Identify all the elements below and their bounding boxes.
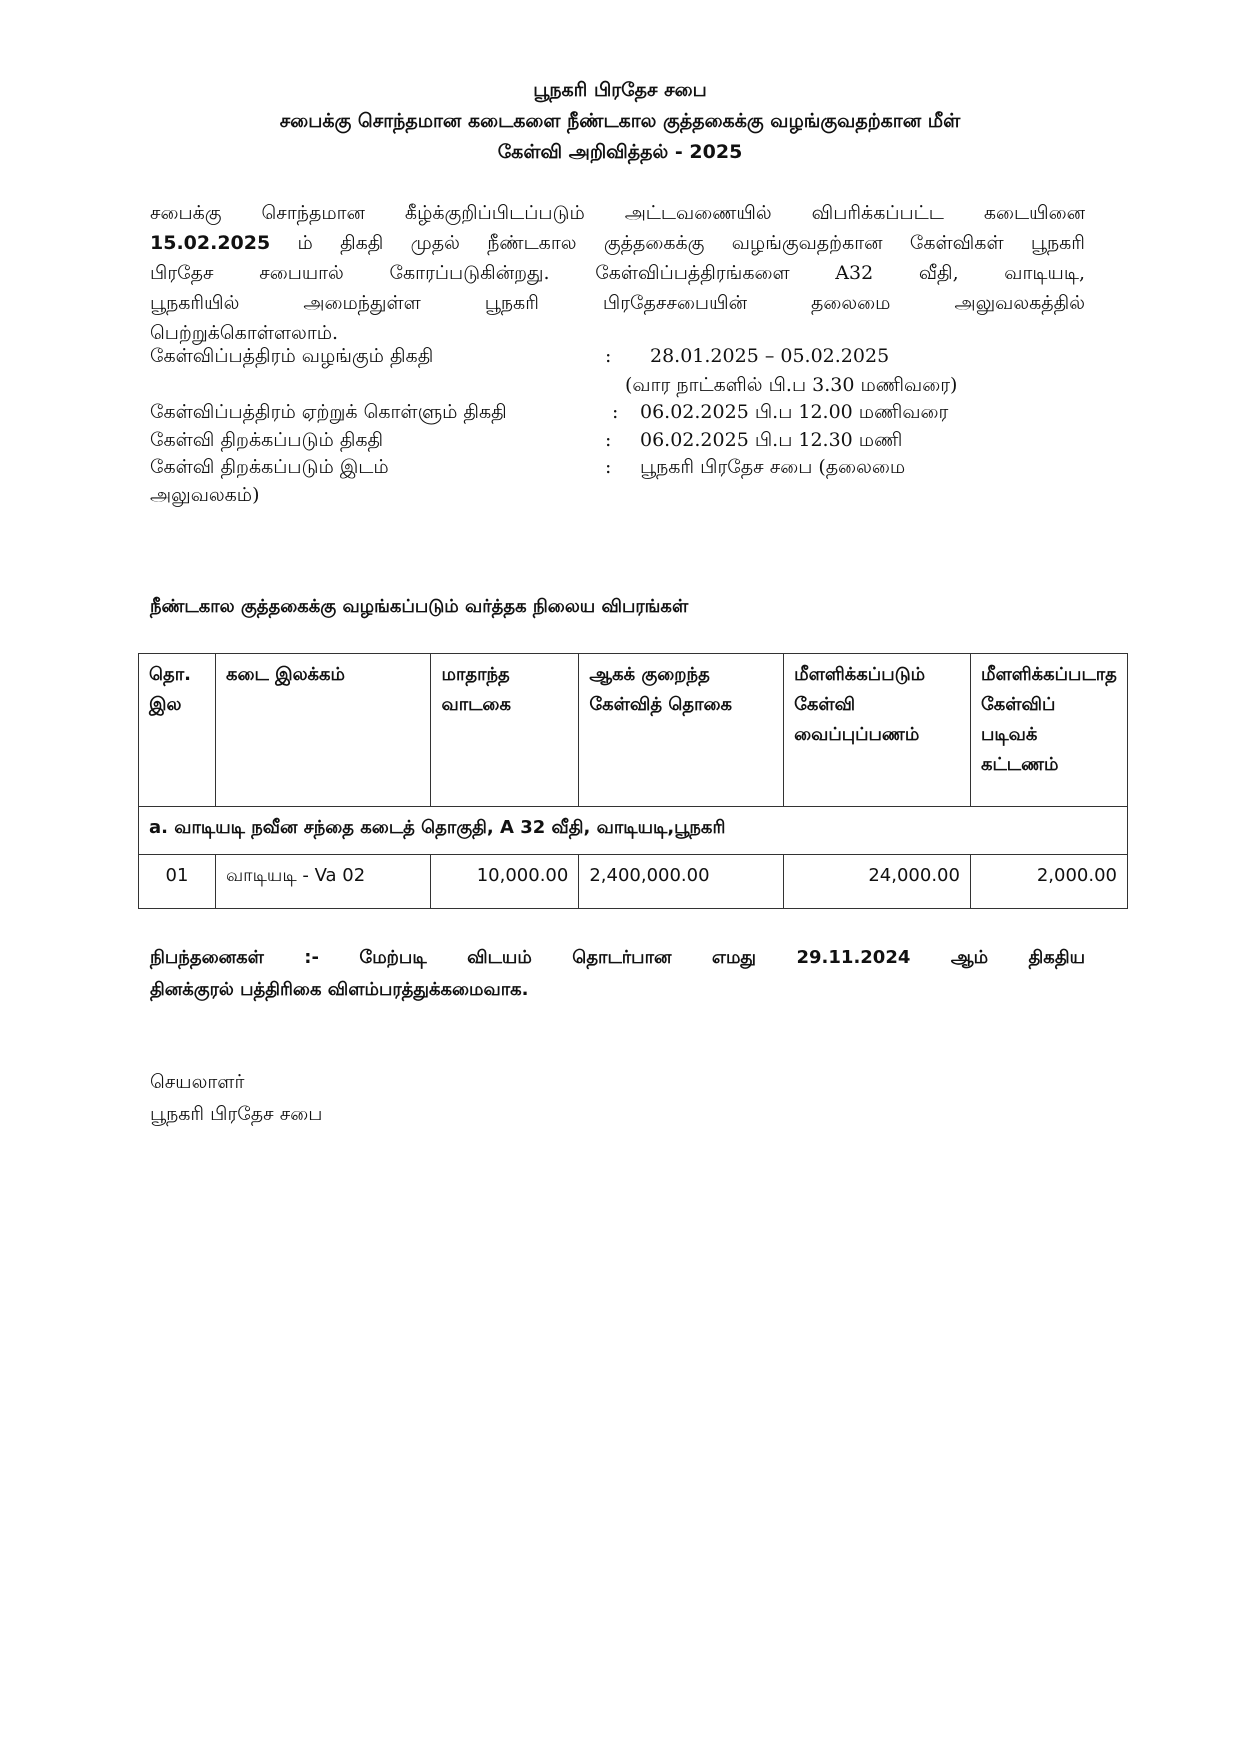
conditions-line: நிபந்தனைகள் :- மேற்படி விடயம் தொடர்பான எமது 29.11.2024 ஆம் திகதிய [150,947,1085,968]
col-header-serial: தொ. இல [139,654,216,807]
section-heading: நீண்டகால குத்தகைக்கு வழங்கப்படும் வர்த்தக நிலைய விபரங்கள் [150,596,689,617]
signatory-organization: பூநகரி பிரதேச சபை [150,1103,323,1125]
table-header-row [139,654,1128,807]
header-notice-title: சபைக்கு சொந்தமான கடைகளை நீண்டகால குத்தகைக்கு வழங்குவதற்கான மீள் [279,110,961,132]
intro-line: பிரதேச சபையால் கோரப்படுகின்றது. கேள்விப்பத்திரங்களை A32 வீதி, வாடியடி, [150,262,1085,284]
intro-line: பூநகரியில் அமைந்துள்ள பூநகரி பிரதேசசபையின் தலைமை அலுவலகத்தில் [150,292,1085,314]
cell-min-bid: 2,400,000.00 [579,855,784,909]
signature-block [150,1066,322,1130]
intro-line: சபைக்கு சொந்தமான கீழ்க்குறிப்பிடப்படும் அட்டவணையில் விபரிக்கப்பட்ட கடையினை [150,202,1085,224]
cell-nonrefundable-fee: 2,000.00 [970,855,1127,909]
lease-start-date: 15.02.2025 [150,232,271,254]
cell-shop-number: வாடியடி - Va 02 [215,855,431,909]
col-header-min-bid: ஆகக் குறைந்த கேள்வித் தொகை [579,654,784,807]
header-office-name: பூநகரி பிரதேச சபை [533,79,707,101]
header-notice-subtitle: கேள்வி அறிவித்தல் - 2025 [497,141,743,163]
col-header-monthly-rent: மாதாந்த வாடகை [431,654,579,807]
col-header-nonrefundable-fee: மீளளிக்கப்படாத கேள்விப் படிவக் கட்டணம் [970,654,1127,807]
conditions-line: தினக்குரல் பத்திரிகை விளம்பரத்துக்கமைவாக. [150,979,529,1000]
col-header-shop-number: கடை இலக்கம் [215,654,431,807]
intro-paragraph [150,198,1085,348]
table-row [139,855,1128,909]
document-page: பூநகரி பிரதேச சபை சபைக்கு சொந்தமான கடைகளை நீண்டகால குத்தகைக்கு வழங்குவதற்கான மீள் கேள்வி அறிவித்தல் - 2025 சபைக்கு சொந்தமான கீழ்க்குறிப்பிடப்படும் அட்டவணையில் விபரிக்கப்பட்ட கடையினை 15.02.2025 ம் திகதி முதல் நீண்டகால குத்தகைக்கு வழங்குவதற்கான கேள்விகள் பூநகரி பிரதேச சபையால் கோரப்படுகின்றது. கேள்விப்பத்திரங்களை A32 வீதி, வாடியடி, பூநகரியில் அமைந்துள்ள பூநகரி பிரதேசசபையின் தலைமை அலுவலகத்தில் பெற்றுக்கொள்ளலாம். கேள்விப்பத்திரம் வழங்கும் திகதி : 28.01.2025 – 05.02.2025 (வார நாட்களில் பி.ப 3.30 மணிவரை) கேள்விப்பத்திரம் ஏற்றுக் கொள்ளும் திகதி : 06.02.2025 பி.ப 12.00 மணிவரை கேள்வி திறக்கப்படும் திகதி : 06.02.2025 பி.ப 12.30 மணி கேள்வி திறக்கப்படும் இடம் : பூநகரி பிரதேச சபை (தலைமை அலுவலகம்) நீண்டகால குத்தகைக்கு வழங்கப்படும் வர்த்தக நிலைய விபரங்கள் தொ. இல கடை இலக்கம் மாதாந்த வாடகை ஆகக் குறைந்த கேள்வித் தொகை மீளளிக்கப்படும் கேள்வி வைப்புப்பணம் மீளளிக்கப்படாத கேள்விப் படிவக் கட்டணம் a. வாடியடி நவீன சந்தை கடைத் தொகுதி, A 32 வீதி, வாடியடி,பூநகரி 01 வாடியடி - Va 02 10,000.00 2,400,000.00 24,000.00 2,000.00 நிபந்தனைகள் :- மேற்படி விடயம் தொடர்பான எமது 29.11.2024 ஆம் திகதிய தினக்குரல் பத்திரிகை விளம்பரத்துக்கமைவாக. செயலாளர் பூநகரி பிரதேச சபை [0,0,1241,1755]
group-label: a. வாடியடி நவீன சந்தை கடைத் தொகுதி, A 32 வீதி, வாடியடி,பூநகரி [139,807,1128,855]
shops-table [138,653,1128,909]
intro-line: பெற்றுக்கொள்ளலாம். [150,322,339,344]
cell-serial: 01 [139,855,216,909]
cell-refundable-deposit: 24,000.00 [784,855,971,909]
signatory-title: செயலாளர் [150,1071,245,1093]
cell-monthly-rent: 10,000.00 [431,855,579,909]
intro-line: 15.02.2025 ம் திகதி முதல் நீண்டகால குத்தகைக்கு வழங்குவதற்கான கேள்விகள் பூநகரி [150,232,1085,254]
col-header-refundable-deposit: மீளளிக்கப்படும் கேள்வி வைப்புப்பணம் [784,654,971,807]
conditions-paragraph [150,942,1085,1006]
table-group-row [139,807,1128,855]
